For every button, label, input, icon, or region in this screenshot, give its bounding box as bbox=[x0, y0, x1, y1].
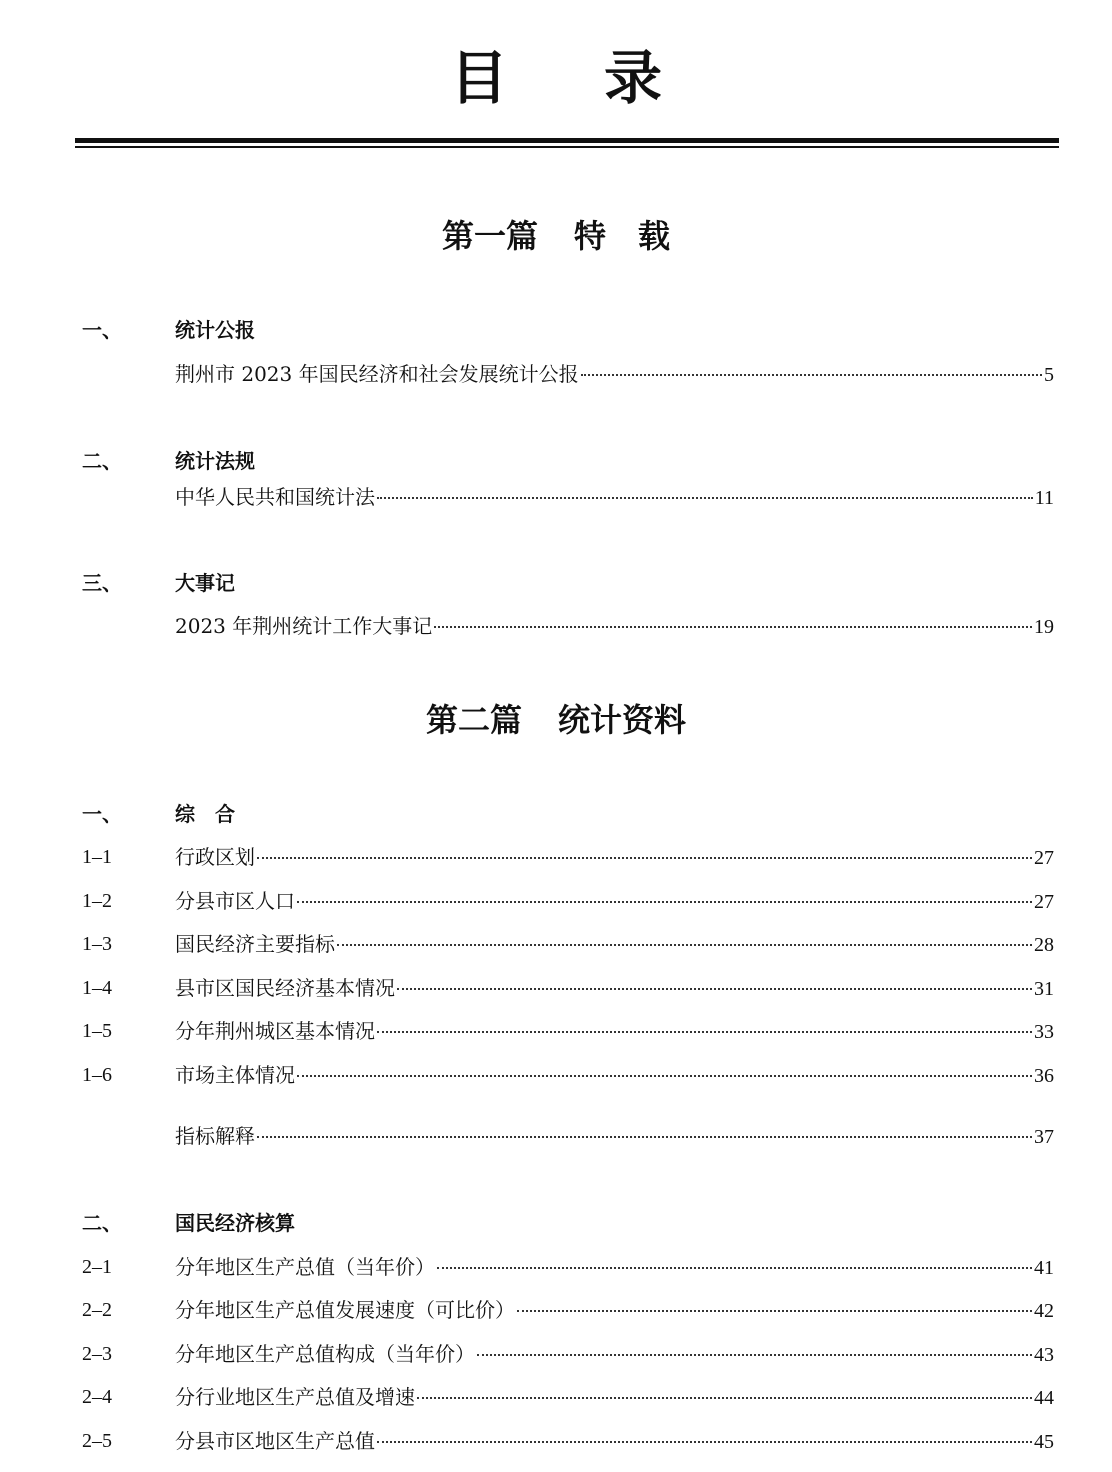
title-rule-thick bbox=[75, 138, 1059, 143]
entry-label: 市场主体情况 bbox=[175, 1063, 295, 1087]
row-number: 1–6 bbox=[82, 1064, 112, 1086]
entry-label: 分县市区地区生产总值 bbox=[175, 1429, 375, 1453]
entry-label: 分年地区生产总值（当年价） bbox=[175, 1255, 435, 1279]
row-number: 1–1 bbox=[82, 846, 112, 868]
entry-page: 44 bbox=[1034, 1387, 1054, 1409]
entry-page: 41 bbox=[1034, 1257, 1054, 1279]
entry-label: 国民经济主要指标 bbox=[175, 932, 335, 956]
toc-entry[interactable] bbox=[175, 1383, 1054, 1412]
entry-label: 荆州市 2023 年国民经济和社会发展统计公报 bbox=[175, 362, 579, 386]
part-1-subject: 特 载 bbox=[574, 217, 671, 255]
entry-label: 指标解释 bbox=[175, 1124, 255, 1148]
toc-entry[interactable] bbox=[175, 1061, 1054, 1090]
entry-label: 分年荆州城区基本情况 bbox=[175, 1019, 375, 1043]
row-number: 2–4 bbox=[82, 1386, 112, 1408]
toc-entry[interactable] bbox=[175, 843, 1054, 872]
dot-leader bbox=[434, 626, 1032, 628]
dot-leader bbox=[417, 1397, 1032, 1399]
entry-label: 县市区国民经济基本情况 bbox=[175, 976, 395, 1000]
dot-leader bbox=[437, 1267, 1032, 1269]
row-number: 2–1 bbox=[82, 1256, 112, 1278]
dot-leader bbox=[377, 1441, 1032, 1443]
toc-entry[interactable] bbox=[175, 360, 1054, 389]
entry-page: 11 bbox=[1034, 487, 1054, 509]
toc-entry[interactable] bbox=[175, 974, 1054, 1003]
entry-page: 43 bbox=[1034, 1344, 1054, 1366]
entry-page: 45 bbox=[1034, 1431, 1054, 1453]
entry-page: 36 bbox=[1034, 1065, 1054, 1087]
entry-label: 分行业地区生产总值及增速 bbox=[175, 1385, 415, 1409]
row-number: 1–5 bbox=[82, 1020, 112, 1042]
part-2-name: 第二篇 bbox=[425, 701, 522, 739]
entry-page: 42 bbox=[1034, 1300, 1054, 1322]
entry-label: 中华人民共和国统计法 bbox=[175, 485, 375, 509]
entry-page: 33 bbox=[1034, 1021, 1054, 1043]
dot-leader bbox=[377, 1031, 1032, 1033]
part-1-title bbox=[0, 214, 1112, 258]
entry-page: 5 bbox=[1044, 364, 1054, 386]
entry-label: 行政区划 bbox=[175, 845, 255, 869]
entry-page: 27 bbox=[1034, 847, 1054, 869]
entry-label: 分年地区生产总值构成（当年价） bbox=[175, 1342, 475, 1366]
title-char-1: 目 bbox=[449, 44, 508, 112]
toc-entry[interactable] bbox=[175, 1253, 1054, 1282]
section-title: 国民经济核算 bbox=[175, 1211, 295, 1235]
dot-leader bbox=[581, 374, 1042, 376]
dot-leader bbox=[337, 944, 1032, 946]
dot-leader bbox=[477, 1354, 1032, 1356]
row-number: 2–3 bbox=[82, 1343, 112, 1365]
section-title: 统计法规 bbox=[175, 449, 255, 473]
part-1-name: 第一篇 bbox=[441, 217, 538, 255]
section-number: 一、 bbox=[82, 802, 122, 826]
section-title: 大事记 bbox=[175, 571, 235, 595]
section-title: 综 合 bbox=[175, 802, 235, 826]
toc-entry[interactable] bbox=[175, 1427, 1054, 1456]
toc-entry[interactable] bbox=[175, 1340, 1054, 1369]
entry-page: 27 bbox=[1034, 891, 1054, 913]
toc-entry[interactable] bbox=[175, 930, 1054, 959]
section-number: 二、 bbox=[82, 449, 122, 473]
dot-leader bbox=[257, 1136, 1032, 1138]
dot-leader bbox=[377, 497, 1033, 499]
section-number: 二、 bbox=[82, 1211, 122, 1235]
toc-entry[interactable] bbox=[175, 1296, 1054, 1325]
entry-page: 28 bbox=[1034, 934, 1054, 956]
entry-page: 19 bbox=[1034, 616, 1054, 638]
toc-entry[interactable] bbox=[175, 1017, 1054, 1046]
row-number: 1–3 bbox=[82, 933, 112, 955]
page-title bbox=[0, 38, 1112, 118]
dot-leader bbox=[297, 1075, 1032, 1077]
part-2-subject: 统计资料 bbox=[558, 701, 687, 739]
row-number: 1–2 bbox=[82, 890, 112, 912]
section-number: 一、 bbox=[82, 318, 122, 342]
entry-label: 2023 年荆州统计工作大事记 bbox=[175, 614, 433, 638]
toc-entry[interactable] bbox=[175, 483, 1054, 512]
title-char-2: 录 bbox=[604, 44, 663, 112]
dot-leader bbox=[297, 901, 1032, 903]
row-number: 2–2 bbox=[82, 1299, 112, 1321]
dot-leader bbox=[517, 1310, 1032, 1312]
dot-leader bbox=[397, 988, 1032, 990]
title-rule-thin bbox=[75, 146, 1059, 148]
toc-entry[interactable] bbox=[175, 887, 1054, 916]
entry-page: 37 bbox=[1034, 1126, 1054, 1148]
section-title: 统计公报 bbox=[175, 318, 255, 342]
entry-label: 分县市区人口 bbox=[175, 889, 295, 913]
toc-entry-notes[interactable] bbox=[175, 1122, 1054, 1151]
entry-page: 31 bbox=[1034, 978, 1054, 1000]
dot-leader bbox=[257, 857, 1032, 859]
toc-entry[interactable] bbox=[175, 612, 1054, 641]
section-number: 三、 bbox=[82, 571, 122, 595]
entry-label: 分年地区生产总值发展速度（可比价） bbox=[175, 1298, 515, 1322]
row-number: 1–4 bbox=[82, 977, 112, 999]
row-number: 2–5 bbox=[82, 1430, 112, 1452]
part-2-title bbox=[0, 698, 1112, 742]
